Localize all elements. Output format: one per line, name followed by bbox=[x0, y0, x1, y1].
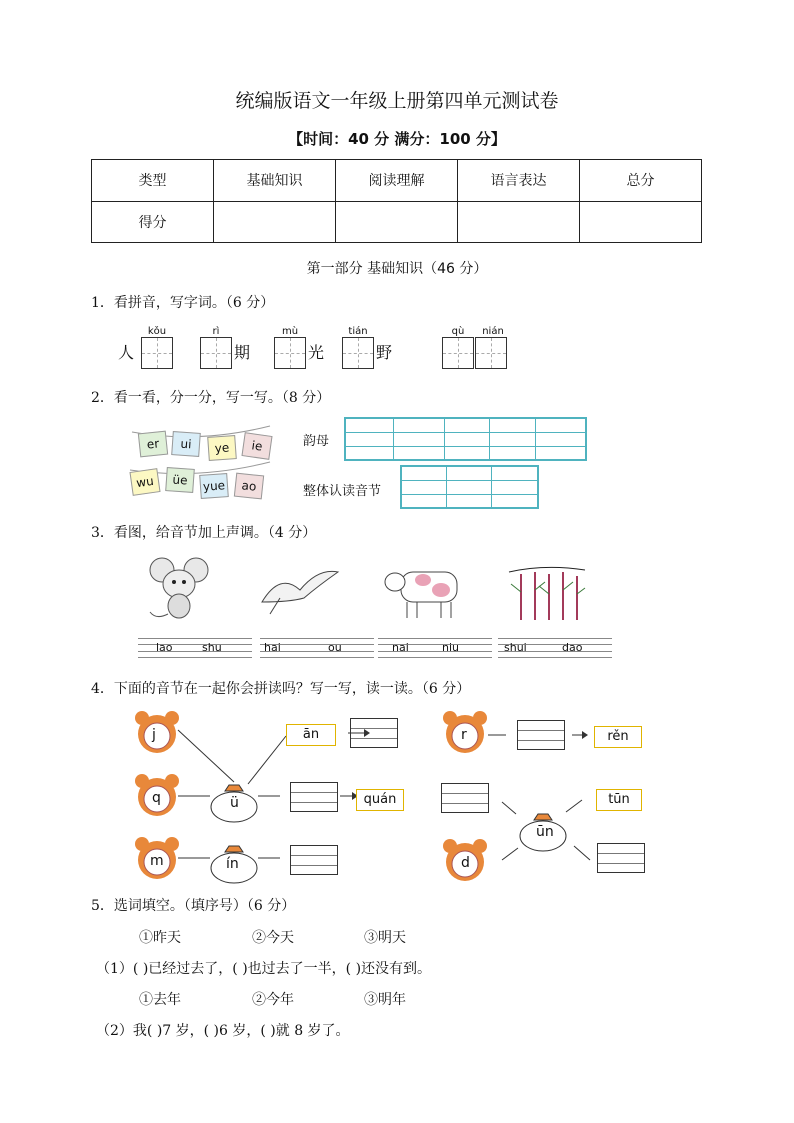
option-tomorrow: ③明天 bbox=[364, 930, 406, 946]
syllable: lao bbox=[156, 641, 173, 654]
pinyin-label: nián bbox=[482, 326, 504, 337]
label-whole-syllables: 整体认读音节 bbox=[303, 484, 382, 499]
card-ue: üe bbox=[165, 467, 195, 493]
sentence-1[interactable]: （1）( )已经过去了，( )也过去了一半，( )还没有到。 bbox=[96, 961, 432, 977]
question-1: 1．看拼音，写字词。（6 分） bbox=[91, 295, 275, 311]
pinyin-lines-2[interactable] bbox=[260, 638, 374, 658]
card-ao: ao bbox=[234, 473, 264, 500]
part-title: 第一部分 基础知识（46 分） bbox=[306, 261, 488, 277]
char-after: 野 bbox=[376, 343, 393, 362]
pinyin-lines-4[interactable] bbox=[498, 638, 612, 658]
header-expression: 语言表达 bbox=[458, 160, 580, 202]
sentence-2[interactable]: （2）我( )7 岁，( )6 岁，( )就 8 岁了。 bbox=[96, 1023, 350, 1039]
option-next-year: ③明年 bbox=[364, 992, 406, 1008]
syllable: shu bbox=[202, 641, 222, 654]
row-label-score: 得分 bbox=[92, 201, 214, 243]
answer-box[interactable] bbox=[517, 720, 565, 750]
bear-letter: j bbox=[152, 727, 156, 743]
option-today: ②今天 bbox=[252, 930, 294, 946]
bear-letter: r bbox=[461, 727, 467, 743]
char-after: 期 bbox=[234, 343, 251, 362]
card-ui: ui bbox=[171, 431, 201, 457]
pinyin-label: mù bbox=[281, 326, 299, 337]
card-ie: ie bbox=[241, 432, 272, 460]
header-type: 类型 bbox=[92, 160, 214, 202]
score-table bbox=[91, 159, 702, 243]
bear-letter: m bbox=[150, 853, 164, 869]
label-finals: 韵母 bbox=[303, 434, 330, 449]
pinyin-label: rì bbox=[212, 326, 220, 337]
question-4: 4．下面的音节在一起你会拼读吗？写一写，读一读。（6 分） bbox=[91, 681, 471, 697]
pinyin-label: qù bbox=[451, 326, 465, 337]
tag-tun: tūn bbox=[596, 789, 642, 811]
card-er: er bbox=[138, 431, 168, 458]
mouse-image bbox=[148, 556, 210, 622]
writing-grid[interactable] bbox=[442, 337, 474, 369]
exam-info: 【时间：40 分 满分：100 分】 bbox=[288, 130, 506, 148]
answer-box[interactable] bbox=[290, 845, 338, 875]
char-before: 人 bbox=[118, 343, 135, 362]
answer-box[interactable] bbox=[290, 782, 338, 812]
score-cell[interactable] bbox=[336, 201, 458, 243]
pot-label: ín bbox=[226, 856, 239, 872]
pinyin-lines-3[interactable] bbox=[378, 638, 492, 658]
writing-grid[interactable] bbox=[200, 337, 232, 369]
writing-grid[interactable] bbox=[475, 337, 507, 369]
answer-box[interactable] bbox=[441, 783, 489, 813]
score-cell[interactable] bbox=[458, 201, 580, 243]
answer-box[interactable] bbox=[350, 718, 398, 748]
syllables-grid[interactable] bbox=[400, 465, 539, 509]
syllable: ou bbox=[328, 641, 342, 654]
syllable: nai bbox=[392, 641, 409, 654]
pinyin-label: kǒu bbox=[147, 326, 167, 337]
header-reading: 阅读理解 bbox=[336, 160, 458, 202]
question-5: 5．选词填空。（填序号）（6 分） bbox=[91, 898, 296, 914]
cow-image bbox=[383, 560, 467, 622]
rice-image bbox=[505, 562, 589, 622]
question-3: 3．看图，给音节加上声调。（4 分） bbox=[91, 525, 317, 541]
card-yue: yue bbox=[199, 473, 229, 499]
card-wu: wu bbox=[129, 468, 160, 496]
score-cell[interactable] bbox=[214, 201, 336, 243]
card-ye: ye bbox=[207, 435, 237, 461]
option-yesterday: ①昨天 bbox=[139, 930, 181, 946]
syllable: shui bbox=[504, 641, 527, 654]
writing-grid[interactable] bbox=[274, 337, 306, 369]
pinyin-label: tián bbox=[348, 326, 368, 337]
bear-badge-j bbox=[134, 710, 180, 754]
tag-an: ān bbox=[286, 724, 336, 746]
writing-grid[interactable] bbox=[342, 337, 374, 369]
pot-label: ü bbox=[230, 795, 239, 811]
syllable: dao bbox=[562, 641, 583, 654]
score-cell[interactable] bbox=[580, 201, 702, 243]
question-2: 2．看一看，分一分，写一写。（8 分） bbox=[91, 390, 331, 406]
pinyin-lines-1[interactable] bbox=[138, 638, 252, 658]
page-title: 统编版语文一年级上册第四单元测试卷 bbox=[235, 90, 559, 112]
header-total: 总分 bbox=[580, 160, 702, 202]
writing-grid[interactable] bbox=[141, 337, 173, 369]
syllable: niu bbox=[442, 641, 459, 654]
bear-letter: q bbox=[152, 790, 161, 806]
seagull-image bbox=[260, 562, 340, 618]
header-basic: 基础知识 bbox=[214, 160, 336, 202]
pot-label: ūn bbox=[536, 824, 554, 840]
answer-box[interactable] bbox=[597, 843, 645, 873]
tag-ren: rěn bbox=[594, 726, 642, 748]
bear-letter: d bbox=[461, 855, 470, 871]
char-after: 光 bbox=[308, 343, 325, 362]
finals-grid[interactable] bbox=[344, 417, 587, 461]
syllable: hai bbox=[264, 641, 281, 654]
option-this-year: ②今年 bbox=[252, 992, 294, 1008]
option-last-year: ①去年 bbox=[139, 992, 181, 1008]
tag-quan: quán bbox=[356, 789, 404, 811]
